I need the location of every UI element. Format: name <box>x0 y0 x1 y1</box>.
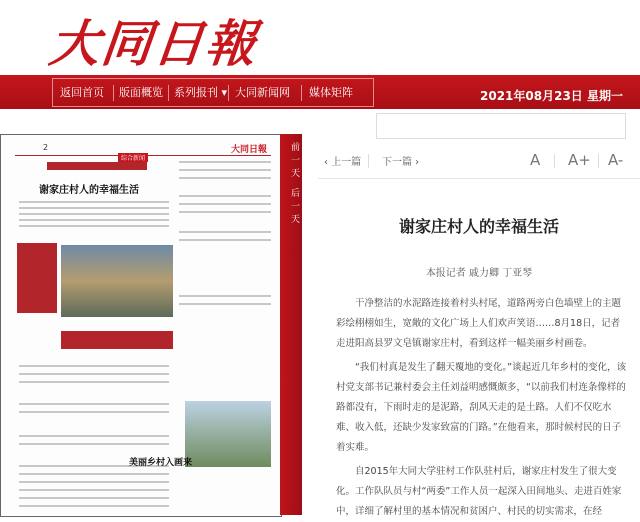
paper-text-line <box>19 403 169 405</box>
prev-article-button[interactable] <box>324 153 361 168</box>
paper-text-line <box>179 211 271 213</box>
paper-text-line <box>19 435 169 437</box>
paper-text-line <box>19 373 169 375</box>
next-article-button[interactable] <box>382 153 419 168</box>
nav-divider <box>228 85 229 101</box>
nav-menu <box>52 78 374 107</box>
toolbar-divider <box>598 154 599 168</box>
font-decrease-button[interactable]: A- <box>608 151 624 169</box>
paper-text-line <box>19 411 169 413</box>
paper-text-line <box>179 231 271 233</box>
site-header <box>0 0 640 75</box>
chevron-left-icon: ‹ <box>324 157 332 168</box>
paper-text-line <box>19 207 169 209</box>
article-toolbar <box>318 146 640 179</box>
site-logo[interactable]: 大同日報 <box>46 14 261 73</box>
paper-text-line <box>179 169 271 171</box>
nav-series-dropdown[interactable]: 系列报刊 ▾ <box>174 86 228 99</box>
paper-text-line <box>179 195 271 197</box>
font-normal-button[interactable]: A <box>530 151 541 169</box>
nav-overview-link[interactable]: 版面概览 <box>119 86 163 99</box>
paper-text-line <box>19 219 169 221</box>
nav-news-site-link[interactable]: 大同新闻网 <box>235 86 290 99</box>
article-paragraph: 自2015年大同大学驻村工作队驻村后，谢家庄村发生了很大变化。工作队队员与村“两委”工作人员一起深入田间地头、走进百姓家中，详细了解村里的基本情况和贫困户、村民的切实需求，在经 <box>336 466 622 517</box>
paper-text-line <box>19 481 169 483</box>
nav-media-matrix-link[interactable]: 媒体矩阵 <box>309 86 353 99</box>
paper-text-line <box>19 365 169 367</box>
paper-text-line <box>19 213 169 215</box>
font-increase-button[interactable]: A+ <box>568 151 591 169</box>
paper-promo-block <box>17 243 57 313</box>
article-paragraph: 干净整洁的水泥路连接着村头村尾，道路两旁白色墙壁上的主题彩绘栩栩如生，宽敞的文化广场上人们欢声笑语……8月18日，记者走进阳高县罗文皂镇谢家庄村，看到这样一幅美丽乡村画卷。 <box>336 298 622 349</box>
search-input[interactable] <box>376 113 626 139</box>
paper-text-line <box>179 203 271 205</box>
paper-logo: 大同日報 <box>231 145 268 155</box>
paper-headline[interactable]: 谢家庄村人的幸福生活 <box>39 185 139 196</box>
paper-kicker-band <box>47 162 147 170</box>
paper-text-line <box>19 489 169 491</box>
day-nav-label[interactable]: 前一天 后一天 <box>289 142 299 227</box>
current-date: 2021年08月23日 星期一 <box>480 89 623 103</box>
paper-text-line <box>19 201 169 203</box>
paper-wind-turbine-photo <box>185 401 271 467</box>
nav-home-link[interactable]: 返回首页 <box>60 86 104 99</box>
day-nav-tab[interactable] <box>280 134 302 515</box>
paper-text-line <box>19 497 169 499</box>
paper-text-line <box>179 239 271 241</box>
paper-text-line <box>179 161 271 163</box>
newspaper-page-thumbnail[interactable] <box>0 134 282 517</box>
paper-text-line <box>19 381 169 383</box>
next-article-label: 下一篇 <box>382 157 412 168</box>
paper-main-photo <box>61 245 173 317</box>
paper-text-line <box>179 303 271 305</box>
paper-red-banner <box>61 331 173 349</box>
paper-text-line <box>179 177 271 179</box>
prev-article-label: 上一篇 <box>331 157 362 168</box>
nav-divider <box>113 85 114 101</box>
article-paragraph: “我们村真是发生了翻天覆地的变化。”谈起近几年乡村的变化，该村党支部书记兼村委会主任刘益明感慨颇多，“以前我们村连条像样的路都没有，下雨时走的是泥路，刮风天走的是土路。人们不仅吃水难、收入低，还缺少发家致富的门路。”在他看来，那时候村民的日子着实难。 <box>336 362 627 453</box>
paper-text-line <box>179 295 271 297</box>
nav-bar <box>0 75 640 109</box>
paper-text-line <box>19 473 169 475</box>
nav-divider <box>301 85 302 101</box>
paper-page-number: 2 <box>43 143 49 152</box>
article-author: 本报记者 戚力卿 丁亚琴 <box>425 268 533 279</box>
chevron-right-icon: › <box>412 157 420 168</box>
paper-text-line <box>19 443 169 445</box>
paper-text-line <box>19 225 169 227</box>
paper-section-label: 综合新闻 <box>118 153 148 162</box>
nav-divider <box>168 85 169 101</box>
paper-bottom-headline[interactable]: 美丽乡村入画来 <box>129 458 193 468</box>
toolbar-divider <box>368 154 369 168</box>
toolbar-divider <box>554 154 555 168</box>
paper-text-line <box>19 505 169 507</box>
article-title: 谢家庄村人的幸福生活 <box>398 217 559 236</box>
